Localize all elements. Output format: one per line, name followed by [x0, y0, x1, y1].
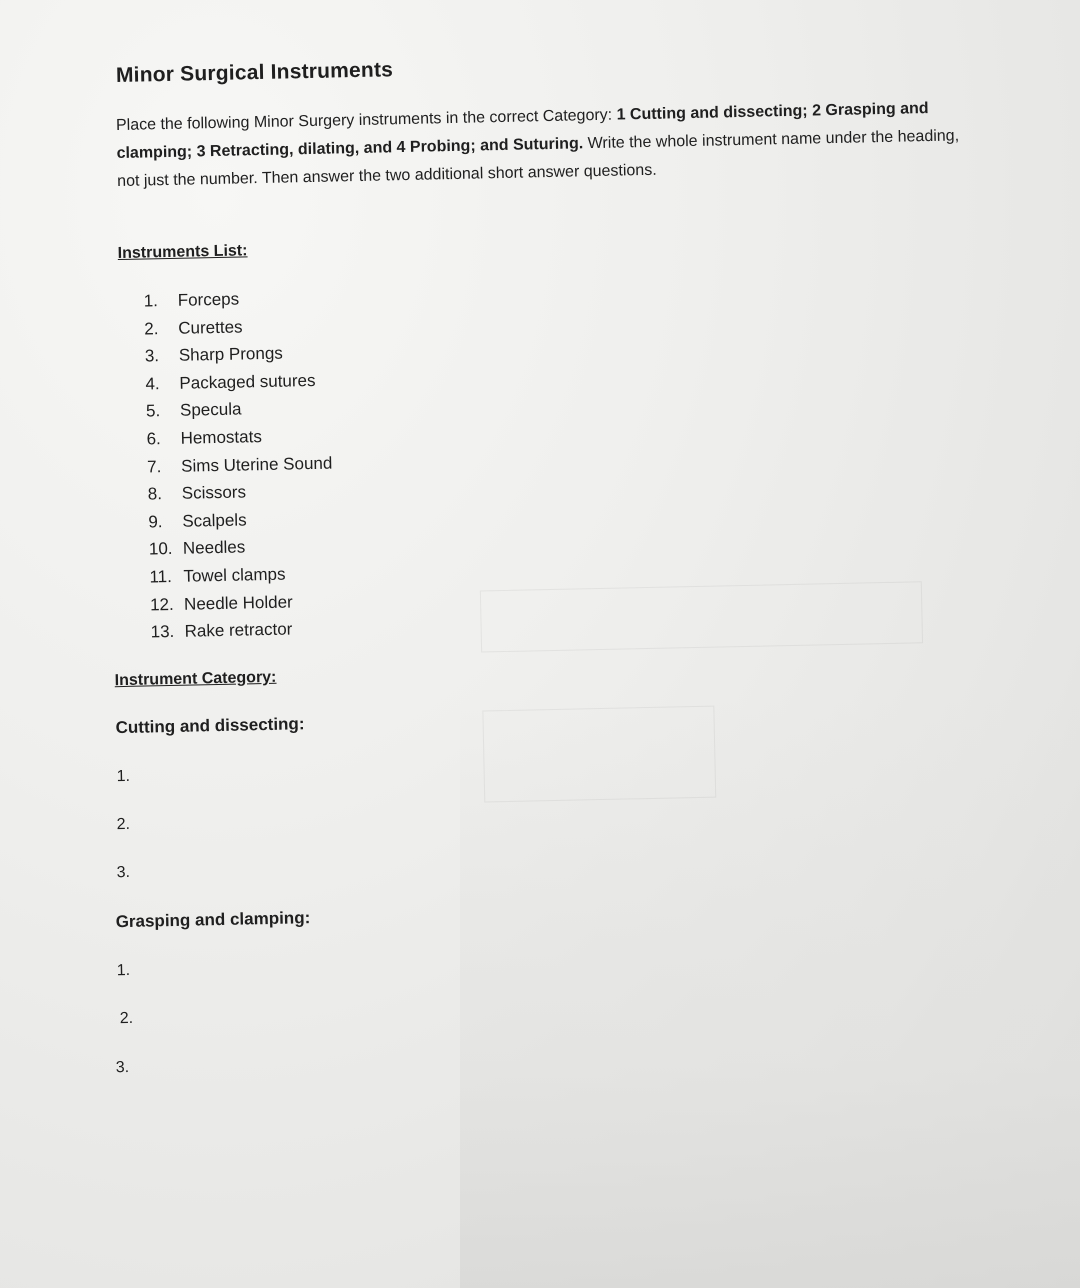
instructions-categories: 1 Cutting and dissecting; 2 Grasping and clamping; 3 Retracting, dilating, and 4 Probing; and Suturing. — [116, 100, 929, 163]
list-item: 1. Forceps — [143, 289, 240, 311]
instructions-paragraph — [116, 94, 978, 196]
list-item: 13. Rake retractor — [150, 619, 293, 642]
instruments-list — [143, 284, 336, 647]
answer-blank-number: 1. — [116, 961, 131, 980]
answer-blank-number: 1. — [116, 767, 131, 786]
list-item: 11. Towel clamps — [149, 564, 286, 587]
instructions-tail: Write the whole instrument name under the heading, not just the number. Then answer the two additional short answer questions. — [117, 127, 960, 191]
answer-blank-number: 2. — [119, 1009, 134, 1028]
list-item: 10. Needles — [148, 537, 246, 559]
list-item: 9. Scalpels — [148, 510, 247, 532]
list-item: 7. Sims Uterine Sound — [146, 453, 333, 477]
list-item: 2. Curettes — [144, 317, 243, 339]
document-title: Minor Surgical Instruments — [115, 58, 394, 88]
list-item: 12. Needle Holder — [149, 591, 293, 614]
list-item: 3. Sharp Prongs — [144, 343, 283, 366]
instrument-category-heading: Instrument Category: — [114, 668, 277, 690]
list-item: 5. Specula — [145, 399, 242, 421]
list-item: 4. Packaged sutures — [145, 370, 316, 394]
instructions-lead: Place the following Minor Surgery instruments in the correct Category: — [115, 106, 613, 135]
category-title-grasping: Grasping and clamping: — [115, 908, 311, 932]
answer-blank-number: 3. — [115, 1058, 130, 1077]
list-item: 8. Scissors — [147, 482, 247, 504]
answer-blank-number: 2. — [116, 815, 131, 834]
bleed-through-box — [480, 581, 923, 652]
bleed-through-box — [482, 706, 716, 803]
category-title-cutting: Cutting and dissecting: — [115, 714, 305, 738]
list-item: 6. Hemostats — [146, 427, 263, 449]
instruments-list-heading: Instruments List: — [117, 242, 248, 263]
answer-blank-number: 3. — [116, 863, 131, 882]
